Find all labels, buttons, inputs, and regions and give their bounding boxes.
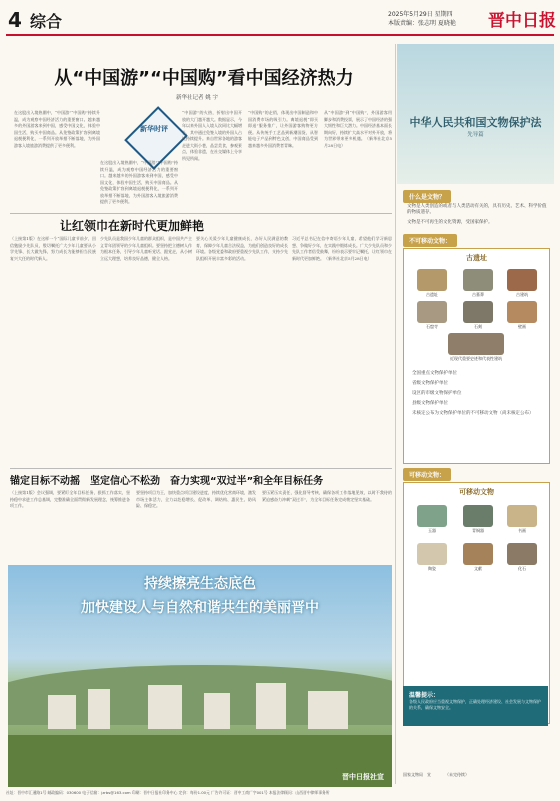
- category-1: 全国重点文物保护单位: [412, 371, 457, 376]
- byline-top: 新华社记者 姚 宇: [176, 95, 218, 101]
- building: [256, 683, 286, 729]
- relic-image: [507, 269, 537, 291]
- sidebar-subtitle: 先导篇: [467, 132, 484, 138]
- tag-immovable: 不可移动文物：: [403, 234, 457, 247]
- article-top-col3: “中国购”的走俏，体现出中国制造和中国消费市场的吸引力。离境退税“即买即退”服务推广，让外国游客购物更方便。从传统手工艺品到新潮国货，从智能电子产品到特色文创，中国商品受到越来越多外国消费者青睐。: [248, 110, 318, 148]
- relic-image: [463, 269, 493, 291]
- banner-credit: 晋中日报社宣: [342, 772, 384, 781]
- tip-title: 温馨提示：: [409, 692, 440, 699]
- relic-item: [414, 505, 450, 534]
- immovable-box-title: 古遗址: [466, 253, 487, 262]
- relic-label: 近现代重要史迹和代表性建筑: [450, 356, 502, 361]
- relic-label: 青铜器: [472, 528, 484, 533]
- article-top-col4: 从“中国游”到“中国购”，外国游客用脚步和消费投票，展示了中国经济的强大韧性和巨大潜力。中国经济基本面长期向好，持续扩大高水平对外开放，将为世界带来更多机遇。（新华社北京5月28日电）: [324, 110, 392, 148]
- page-header: [0, 0, 560, 42]
- tip-text: 各级人民政府应当重视文物保护，正确处理经济建设、社会发展与文物保护的关系，确保文物安全。: [409, 699, 541, 710]
- divider: [10, 213, 392, 214]
- header-meta: [388, 10, 456, 28]
- relic-image: [417, 543, 447, 565]
- relic-image: [507, 543, 537, 565]
- article-low-col1: （上接第1版）会议强调，要紧盯全年目标任务，狠抓工作落实，坚持稳中求进工作总基调，完整准确全面贯彻新发展理念，统筹推进各项工作。: [10, 490, 130, 508]
- relic-label: 石刻: [474, 324, 482, 329]
- tag-movable: 可移动文物：: [403, 468, 451, 481]
- divider: [10, 468, 392, 469]
- relic-label: 文献: [474, 566, 482, 571]
- article-low-col2: 要坚持项目为王，加快重点项目建设进度，持续优化营商环境，激发市场主体活力，全力以赴稳增长、促改革、调结构、惠民生、防风险、保稳定。: [136, 490, 256, 508]
- editors: 本版责编：张志明 夏晓艳: [388, 20, 456, 27]
- eco-banner: [8, 565, 392, 787]
- sidebar-tip: [403, 686, 548, 726]
- building: [48, 695, 76, 729]
- article-mid-col3: 要关心关爱少年儿童健康成长，办好人民满意的教育，保障少年儿童合法权益，为他们创造良好的成长环境。各级党委和政府要重视少先队工作，支持少先队组织开展丰富多彩的活动。: [196, 236, 288, 261]
- page-footer: 社址：晋中市汇通路1号 邮政编码：030600 电子信箱：jzrbs@163.com 印刷：晋中日报社印务中心 定价：每份1.00元 广告许可证：晋中工商广字001号 本报法律顾问：山西晋中律师事务所: [6, 790, 330, 795]
- article-mid-col4: 习近平总书记在信中寄语少年儿童，希望他们学习新思想、争做好少年，在实践中锻炼成长。广大少先队员和少先队工作者倍受鼓舞，纷纷表示要牢记嘱托，让红领巾在新时代更加鲜艳。（新华社北京5月28日电）: [292, 236, 392, 261]
- headline-top: 从“中国游”“中国购”看中国经济热力: [54, 68, 354, 89]
- masthead-logo: 晋中日报: [488, 11, 556, 31]
- relic-image: [448, 333, 504, 355]
- article-top-col2: “中国游”的火热，折射出中国开放的大门越开越大。数据显示，今年以来外国人入境人次同比大幅增长，其中通过免签入境的外国人占比持续提升。来自世界各地的游客走进大街小巷，品尝美食，参观景点，体验非遗，在社交媒体上分享所见所闻。: [182, 110, 242, 161]
- relic-item: [504, 301, 540, 330]
- relic-label: 古墓葬: [472, 292, 484, 297]
- header-rule: [6, 34, 554, 36]
- building: [148, 685, 182, 729]
- bullet-1: 文物是人类创造的或者与人类活动有关的，具有历史、艺术、科学价值的物质遗存。: [407, 204, 547, 215]
- relic-label: 石窟寺: [426, 324, 438, 329]
- immovable-box: [403, 248, 550, 464]
- page-number: 4: [8, 8, 22, 32]
- article-top-col1: 在这股出入境热潮中，“中国游”“中国购”持续升温，成为观察中国经济活力的重要窗口。越来越多的外国游客来到中国，感受中国文化，体验中国生活，购买中国商品。从免签政策扩容到离境退税便利化，一系列开放举措不断落地，为外国游客入境旅游消费提供了更多便利。: [14, 110, 100, 148]
- section-title: 综合: [30, 12, 63, 31]
- category-3: 设区的市级文物保护单位: [412, 391, 462, 396]
- sidebar-title: 中华人民共和国文物保护法: [409, 116, 542, 129]
- stamp-label: 新华时评: [140, 125, 168, 133]
- movable-box-title: 可移动文物: [459, 487, 494, 496]
- relic-item: [504, 505, 540, 534]
- relic-image: [463, 543, 493, 565]
- relic-item: [460, 301, 496, 330]
- relic-label: 书画: [518, 528, 526, 533]
- relic-label: 陶瓷: [428, 566, 436, 571]
- relic-label: 玉器: [428, 528, 436, 533]
- relic-label: 化石: [518, 566, 526, 571]
- category-2: 省级文物保护单位: [412, 381, 448, 386]
- headline-mid: 让红领巾在新时代更加鲜艳: [60, 219, 205, 233]
- relic-item: [414, 301, 450, 330]
- article-top-col1b: 在这股出入境热潮中，“中国游”“中国购”持续升温，成为观察中国经济活力的重要窗口。越来越多的外国游客来到中国，感受中国文化，体验中国生活，购买中国商品。从免签政策扩容到离境退税便利化，一系列开放举措不断落地，为外国游客入境旅游消费提供了更多便利。: [100, 160, 178, 204]
- banner-green: [8, 735, 392, 787]
- building: [308, 691, 348, 729]
- category-4: 县级文物保护单位: [412, 401, 448, 406]
- relic-image: [507, 301, 537, 323]
- sidebar-credit: 国家文物局 宣 （未完待续）: [403, 772, 469, 777]
- bullet-2: 文物是不可再生的文化资源，受国家保护。: [407, 220, 493, 225]
- relic-image: [463, 505, 493, 527]
- article-low-col3: 要压紧压实责任，强化督导考核，确保各项工作落地见效，以时不我待的紧迫感奋力冲刺“双过半”，为全年目标任务完成奠定坚实基础。: [262, 490, 392, 502]
- banner-line1: 持续擦亮生态底色: [144, 576, 256, 592]
- relic-item: [444, 333, 508, 362]
- relic-image: [417, 301, 447, 323]
- headline-low: 锚定目标不动摇 坚定信心不松劲 奋力实现“双过半”和全年目标任务: [10, 476, 324, 487]
- article-mid-col1: （上接第1版）在这样一个“国际儿童节前夕，回信勉励少先队员，殷切嘱托广大少年儿童要从小学先锋、长大做先锋，努力成长为能够担当民族复兴大任的时代新人。: [10, 236, 96, 261]
- building: [204, 693, 230, 729]
- relic-item: [414, 543, 450, 572]
- building: [88, 689, 110, 729]
- relic-image: [417, 269, 447, 291]
- tag-what-is-relic: 什么是文物？: [403, 190, 451, 203]
- relic-item: [460, 543, 496, 572]
- relic-image: [463, 301, 493, 323]
- relic-item: [504, 269, 540, 298]
- column-divider: [395, 44, 396, 784]
- sidebar-relics: [397, 44, 554, 780]
- relic-label: 古遗址: [426, 292, 438, 297]
- relic-label: 壁画: [518, 324, 526, 329]
- relic-item: [504, 543, 540, 572]
- relic-item: [460, 505, 496, 534]
- article-mid-col2: 少先队员是我国少年儿童的群众组织，是中国共产主义青年团领导的少年儿童组织。要坚持把立德树人作为根本任务，引导少年儿童听党话、跟党走，从小树立远大理想，培养良好品德，健全人格。: [100, 236, 192, 261]
- relic-label: 古建筑: [516, 292, 528, 297]
- relic-item: [414, 269, 450, 298]
- relic-item: [460, 269, 496, 298]
- relic-image: [417, 505, 447, 527]
- issue-date: 2025年5月29日 星期四: [388, 11, 453, 18]
- banner-line2: 加快建设人与自然和谐共生的美丽晋中: [81, 600, 319, 616]
- category-5: 未核定公布为文物保护单位的不可移动文物（尚未核定公布）: [412, 411, 534, 416]
- relic-image: [507, 505, 537, 527]
